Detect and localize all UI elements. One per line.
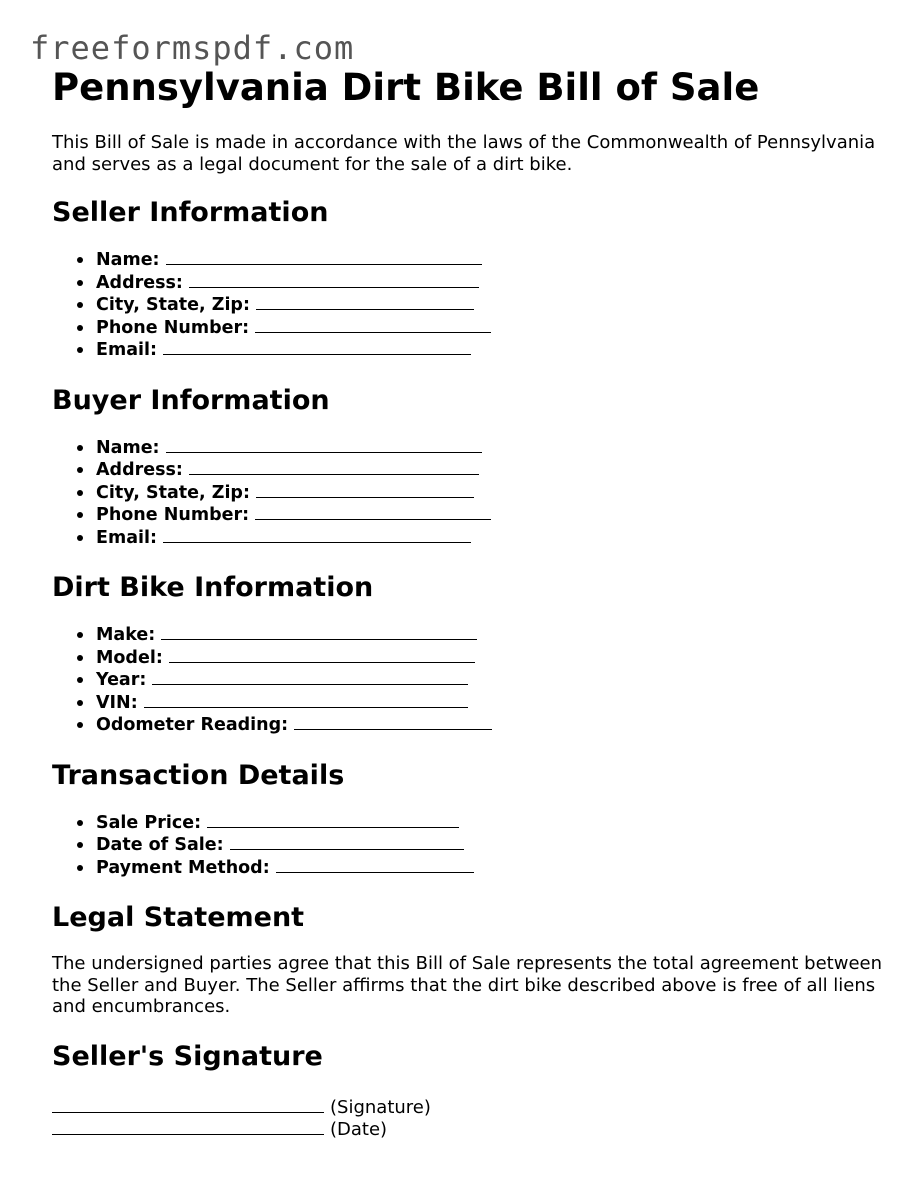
seller-signature-line[interactable] [52, 1097, 882, 1119]
seller-heading: Seller Information [52, 197, 329, 228]
bike-odometer-field[interactable]: Odometer Reading: [96, 714, 882, 737]
seller-email-field[interactable]: Email: [96, 339, 882, 362]
intro-paragraph: This Bill of Sale is made in accordance with the laws of the Commonwealth of Pennsylvania and serves as a legal document for the sale of a dirt bike. [52, 132, 876, 175]
seller-date-line[interactable] [52, 1119, 882, 1141]
date-of-sale-field[interactable]: Date of Sale: [96, 834, 882, 857]
buyer-name-field[interactable]: Name: [96, 437, 882, 460]
seller-fields [52, 249, 882, 362]
transaction-heading: Transaction Details [52, 759, 345, 791]
bill-of-sale-document [52, 64, 882, 1141]
bike-heading: Dirt Bike Information [52, 572, 374, 603]
bike-vin-field[interactable]: VIN: [96, 692, 882, 715]
seller-section [52, 196, 882, 362]
seller-address-field[interactable]: Address: [96, 272, 882, 295]
site-watermark: freeformspdf.com [30, 29, 355, 67]
buyer-city-state-zip-field[interactable]: City, State, Zip: [96, 482, 882, 505]
bike-section [52, 571, 882, 737]
legal-statement-text: The undersigned parties agree that this Bill of Sale represents the total agreement between the Seller and Buyer. The Seller affirms that the dirt bike described above is free of all liens and encumbrances. [52, 953, 882, 1017]
seller-city-state-zip-field[interactable]: City, State, Zip: [96, 294, 882, 317]
buyer-fields [52, 437, 882, 550]
transaction-fields [52, 812, 882, 880]
bike-year-field[interactable]: Year: [96, 669, 882, 692]
buyer-email-field[interactable]: Email: [96, 527, 882, 550]
document-title: Pennsylvania Dirt Bike Bill of Sale [52, 66, 760, 109]
signature-label: (Signature) [330, 1096, 431, 1118]
buyer-phone-field[interactable]: Phone Number: [96, 504, 882, 527]
signature-section [52, 1040, 882, 1141]
signature-lines [52, 1097, 882, 1141]
buyer-address-field[interactable]: Address: [96, 459, 882, 482]
bike-fields [52, 624, 882, 737]
payment-method-field[interactable]: Payment Method: [96, 857, 882, 880]
seller-phone-field[interactable]: Phone Number: [96, 317, 882, 340]
signature-heading: Seller's Signature [52, 1040, 323, 1072]
transaction-section [52, 759, 882, 880]
legal-section [52, 901, 882, 1018]
bike-make-field[interactable]: Make: [96, 624, 882, 647]
buyer-heading: Buyer Information [52, 384, 330, 416]
bike-model-field[interactable]: Model: [96, 647, 882, 670]
buyer-section [52, 384, 882, 550]
seller-name-field[interactable]: Name: [96, 249, 882, 272]
sale-price-field[interactable]: Sale Price: [96, 812, 882, 835]
date-label: (Date) [330, 1118, 388, 1140]
legal-heading: Legal Statement [52, 902, 305, 933]
